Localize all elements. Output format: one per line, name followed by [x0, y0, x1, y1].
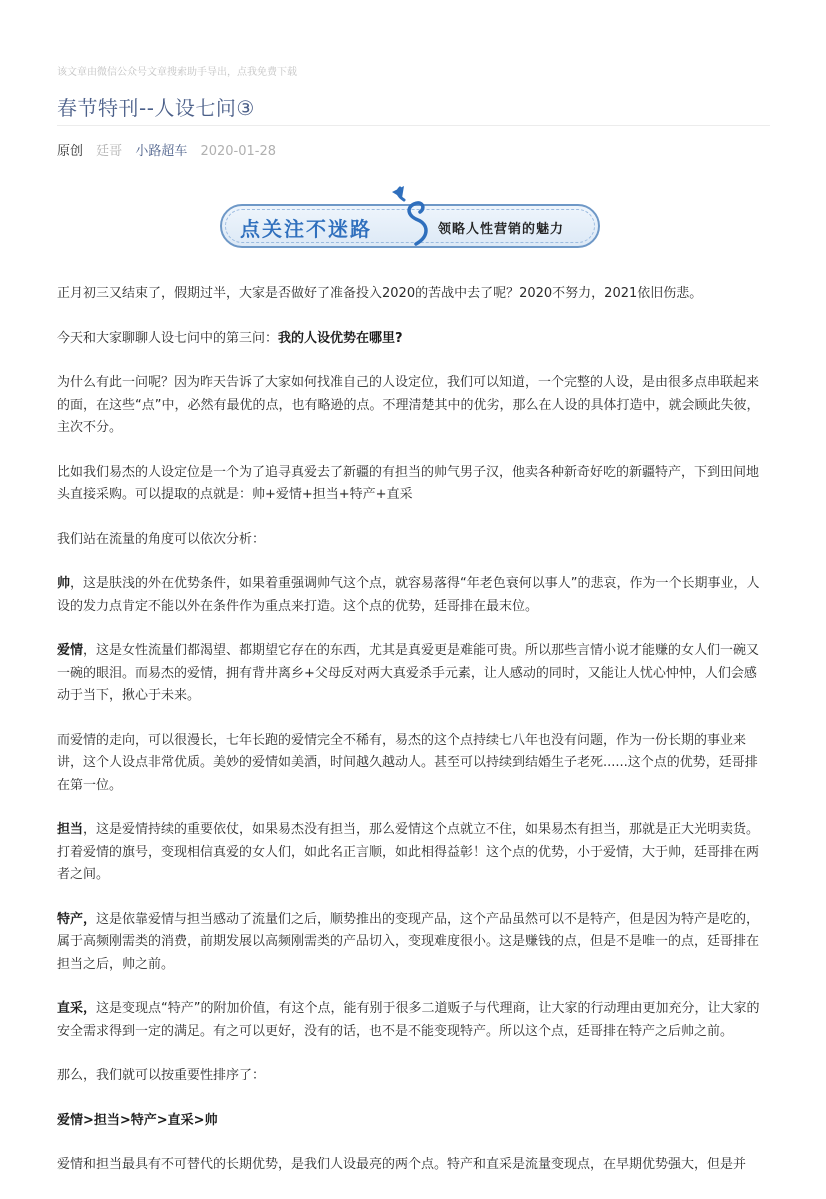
article-title: 春节特刊--人设七问③ — [57, 96, 255, 120]
paragraph — [57, 328, 769, 351]
paragraph: 爱情和担当最具有不可替代的长期优势，是我们人设最亮的两个点。特产和直采是流量变现点，在早期优势强大，但是并 — [57, 1157, 747, 1172]
original-tag: 原创 — [57, 144, 84, 159]
paragraph-emphasis: 特产， — [57, 911, 97, 927]
paragraph-text: 这是依靠爱情与担当感动了流量们之后，顺势推出的变现产品，这个产品虽然可以不是特产，但是因为特产是吃的，属于高频刚需类的消费，前期发展以高频刚需类的产品切入，变现难度很小。这是赚钱的点，但是不是唯一的点，廷哥排在担当之后，帅之前。 — [57, 911, 760, 972]
paragraph-emphasis: 我的人设优势在哪里? — [278, 330, 403, 346]
paragraph-emphasis: 直采， — [57, 1001, 97, 1016]
publish-date: 2020-01-28 — [200, 144, 277, 159]
paragraph — [57, 1110, 769, 1133]
paragraph — [57, 909, 769, 977]
paragraph: 我们站在流量的角度可以依次分析： — [57, 531, 266, 547]
paragraph-text: 这是变现点“特产”的附加价值，有这个点，能有别于很多二道贩子与代理商，让大家的行动理由更加充分，让大家的安全需求得到一定的满足。有之可以更好，没有的话，也不是不能变现特产。所以这个点，廷哥排在特产之后帅之前。 — [57, 1001, 760, 1039]
export-notice[interactable]: 该文章由微信公众号文章搜索助手导出，点我免费下载 — [57, 67, 297, 78]
account-link[interactable]: 小路超车 — [135, 144, 188, 159]
paragraph-emphasis: 爱情 — [57, 643, 84, 658]
paragraph: 那么，我们就可以按重要性排序了： — [57, 1068, 266, 1083]
paragraph — [57, 998, 769, 1043]
paragraph: 为什么有此一问呢？因为昨天告诉了大家如何找准自己的人设定位，我们可以知道，一个完整的人设，是由很多点串联起来的面，在这些“点”中，必然有最优的点，也有略逊的点。不理清楚其中的优劣，那么在人设的具体打造中，就会顾此失彼，主次不分。 — [57, 375, 760, 435]
title-divider — [57, 125, 770, 126]
paragraph-text: 今天和大家聊聊人设七问中的第三问： — [57, 330, 279, 346]
paragraph-emphasis: 帅 — [57, 576, 71, 591]
paragraph-text: ，这是肤浅的外在优势条件，如果着重强调帅气这个点，就容易落得“年老色衰何以事人”的悲哀，作为一个长期事业，人设的发力点肯定不能以外在条件作为重点来打造。这个点的优势，廷哥排在最末位。 — [57, 576, 760, 614]
paragraph — [57, 640, 769, 708]
paragraph: 比如我们易杰的人设定位是一个为了追寻真爱去了新疆的有担当的帅气男子汉，他卖各种新奇好吃的新疆特产，下到田间地头直接采购。可以提取的点就是：帅+爱情+担当+特产+直采 — [57, 464, 760, 502]
article-body — [57, 283, 769, 1199]
paragraph-emphasis: 担当 — [57, 822, 84, 837]
follow-banner — [218, 186, 604, 252]
paragraph-text: ，这是女性流量们都渴望、都期望它存在的东西，尤其是真爱更是难能可贵。所以那些言情小说才能赚的女人们一碗又一碗的眼泪。而易杰的爱情，拥有背井离乡+父母反对两大真爱杀手元素，让人感动的同时，又能让人忧心忡忡，人们会感动于当下，揪心于未来。 — [57, 643, 760, 703]
banner-slogan-text: 领略人性营销的魅力 — [438, 222, 565, 237]
banner-follow-text: 点关注不迷路 — [240, 217, 372, 241]
paragraph: 正月初三又结束了，假期过半，大家是否做好了准备投入2020的苦战中去了呢？2020不努力，2021依旧伤悲。 — [57, 286, 703, 301]
author-name: 廷哥 — [96, 144, 123, 159]
paragraph: 而爱情的走向，可以很漫长，七年长跑的爱情完全不稀有，易杰的这个点持续七八年也没有问题，作为一份长期的事业来讲，这个人设点非常优质。美妙的爱情如美酒，时间越久越动人。甚至可以持续到结婚生子老死......这个点的优势，廷哥排在第一位。 — [57, 732, 758, 793]
paragraph-emphasis: 爱情>担当>特产>直采>帅 — [57, 1112, 218, 1128]
article-meta — [57, 140, 285, 159]
paragraph — [57, 819, 769, 887]
paragraph-text: ，这是爱情持续的重要依仗，如果易杰没有担当，那么爱情这个点就立不住，如果易杰有担当，那就是正大光明卖货。打着爱情的旗号，变现相信真爱的女人们，如此名正言顺，如此相得益彰！这个点的优势，小于爱情，大于帅，廷哥排在两者之间。 — [57, 822, 760, 882]
hook-arrow-icon — [378, 186, 438, 248]
paragraph — [57, 573, 769, 618]
